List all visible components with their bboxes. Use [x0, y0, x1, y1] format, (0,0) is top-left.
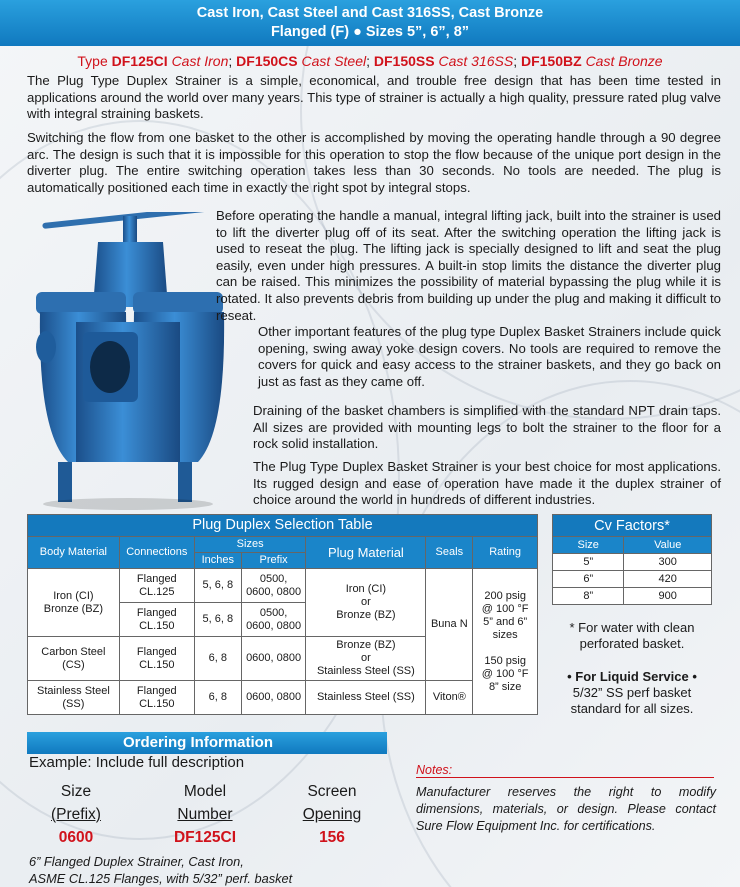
intro-paragraph: The Plug Type Duplex Strainer is a simple, economical, and trouble free design that has been time tested in applications around the world over many years. This type of strainer is actually a high quality, pressure rated plug valve with integral straining baskets.: [27, 73, 721, 122]
col-prefix: Prefix: [241, 553, 306, 569]
cell-inches: 6, 8: [194, 637, 241, 681]
order-description: [29, 853, 292, 887]
order-column-size: [16, 780, 136, 849]
duplex-strainer-image: [28, 212, 233, 512]
cell-prefix: 0500, 0600, 0800: [241, 603, 306, 637]
type-prefix: Type: [77, 53, 112, 69]
order-col-label: Screen: [307, 783, 357, 800]
cv-col-value: Value: [624, 537, 712, 554]
cell-prefix: 0500, 0600, 0800: [241, 569, 306, 603]
separator: ;: [228, 53, 237, 69]
cv-value: 420: [624, 571, 712, 588]
col-inches: Inches: [194, 553, 241, 569]
separator: ;: [513, 53, 521, 69]
cell-plug-material: Iron (CI) or Bronze (BZ): [306, 569, 426, 637]
cell-prefix: 0600, 0800: [241, 637, 306, 681]
notes-title: [416, 763, 714, 778]
ordering-title: Ordering Information: [27, 732, 387, 754]
cell-connections: Flanged CL.150: [119, 637, 194, 681]
cv-size: 5”: [553, 554, 624, 571]
cell-inches: 6, 8: [194, 681, 241, 715]
switching-paragraph: Switching the flow from one basket to the other is accomplished by moving the operating handle through a 90 degree arc. The design is such that it is impossible for this operation to stop the flow because of the unique port design in the diverter plug. The entire switching operation takes less than 30 seconds. No tools are needed. The plug is automatically positioned each time in exactly the right spot by integral stops.: [27, 130, 721, 195]
model-code: DF150CS: [236, 53, 298, 69]
cv-size: 6”: [553, 571, 624, 588]
order-column-model: [145, 780, 265, 849]
notes-title-text: Notes:: [416, 763, 453, 777]
cv-value: 300: [624, 554, 712, 571]
order-col-code: 156: [319, 829, 345, 846]
model-code: DF125CI: [111, 53, 168, 69]
order-description-line: 6” Flanged Duplex Strainer, Cast Iron,: [29, 854, 244, 869]
cell-rating: 200 psig @ 100 °F 5” and 6” sizes 150 psig @ 100 °F 8” size: [473, 569, 538, 715]
model-material: Cast 316SS: [438, 53, 514, 69]
lifting-jack-paragraph: Before operating the handle a manual, integral lifting jack, built into the strainer is used to lift the diverter plug off of its seat. After the switching operation the lifting jack is used to reseat the plug. The lifting jack is specially designed to lift and seat the plug easily, even under high pressures. A built-in stop limits the distance the diverter plug can be raised. This minimizes the possibility of material bypassing the plug while it is rotated. It also prevents debris from building up under the plug and making it difficult to reseat.: [216, 208, 721, 323]
col-seals: Seals: [426, 537, 473, 569]
model-type-line: [0, 53, 740, 69]
cell-connections: Flanged CL.125: [119, 569, 194, 603]
separator: ;: [366, 53, 374, 69]
selection-table-title: Plug Duplex Selection Table: [28, 515, 538, 537]
model-code: DF150SS: [373, 53, 435, 69]
order-col-sublabel: (Prefix): [51, 806, 101, 823]
order-col-sublabel: Opening: [302, 806, 362, 823]
cell-body-material: Iron (CI) Bronze (BZ): [28, 569, 120, 637]
header-title-line1: Cast Iron, Cast Steel and Cast 316SS, Cast Bronze: [196, 5, 544, 21]
model-material: Cast Steel: [301, 53, 367, 69]
liquid-service-note: [552, 669, 712, 717]
order-col-label: Size: [60, 783, 92, 800]
ordering-example: Example: Include full description: [29, 754, 245, 771]
features-paragraph: Other important features of the plug type Duplex Basket Strainers include quick opening, swing away yoke design covers. No tools are required to remove the covers for quick and easy access to the strainer baskets, and they go back on just as fast as they came off.: [258, 324, 721, 389]
cell-seals: Viton®: [426, 681, 473, 715]
col-plug-material: Plug Material: [306, 537, 426, 569]
cell-connections: Flanged CL.150: [119, 681, 194, 715]
cv-footnote: * For water with clean perforated basket.: [569, 620, 695, 651]
order-description-line: ASME CL.125 Flanges, with 5/32” perf. basket: [29, 871, 293, 886]
model-material: Cast Bronze: [585, 53, 663, 69]
cell-plug-material: Bronze (BZ) or Stainless Steel (SS): [306, 637, 426, 681]
notes-text: Manufacturer reserves the right to modify dimensions, materials, or design. Please contact Sure Flow Equipment Inc. for certifications.: [416, 785, 716, 833]
cell-inches: 5, 6, 8: [194, 603, 241, 637]
order-col-label: Model: [183, 783, 227, 800]
order-col-code: 0600: [58, 829, 94, 846]
header-title-line2: Flanged (F) ● Sizes 5”, 6”, 8”: [270, 24, 470, 40]
order-column-screen: [272, 780, 392, 849]
cell-body-material: Carbon Steel (CS): [28, 637, 120, 681]
selection-table: [27, 514, 538, 715]
order-col-sublabel: Number: [177, 806, 233, 823]
col-rating: Rating: [473, 537, 538, 569]
cell-inches: 5, 6, 8: [194, 569, 241, 603]
model-material: Cast Iron: [171, 53, 229, 69]
cv-factors-table: [552, 514, 712, 605]
cv-value: 900: [624, 588, 712, 605]
cell-prefix: 0600, 0800: [241, 681, 306, 715]
col-connections: Connections: [119, 537, 194, 569]
best-choice-paragraph: The Plug Type Duplex Basket Strainer is your best choice for most applications. Its rugged design and ease of operation have made it the duplex strainer of choice around the world in hundreds of different industries.: [253, 459, 721, 508]
liquid-service-title: • For Liquid Service •: [567, 669, 697, 684]
cv-table-title: Cv Factors*: [553, 515, 712, 537]
cell-body-material: Stainless Steel (SS): [28, 681, 120, 715]
cell-seals: Buna N: [426, 569, 473, 681]
cell-connections: Flanged CL.150: [119, 603, 194, 637]
col-sizes: Sizes: [194, 537, 306, 553]
cv-size: 8”: [553, 588, 624, 605]
order-col-code: DF125CI: [173, 829, 237, 846]
cell-plug-material: Stainless Steel (SS): [306, 681, 426, 715]
page-header: [0, 0, 740, 46]
draining-paragraph: Draining of the basket chambers is simplified with the standard NPT drain taps. All sizes are provided with mounting legs to bolt the strainer to the floor for a rock solid installation.: [253, 403, 721, 452]
cv-col-size: Size: [553, 537, 624, 554]
model-code: DF150BZ: [520, 53, 582, 69]
liquid-service-text: 5/32” SS perf basket standard for all sizes.: [570, 685, 694, 716]
col-body-material: Body Material: [28, 537, 120, 569]
